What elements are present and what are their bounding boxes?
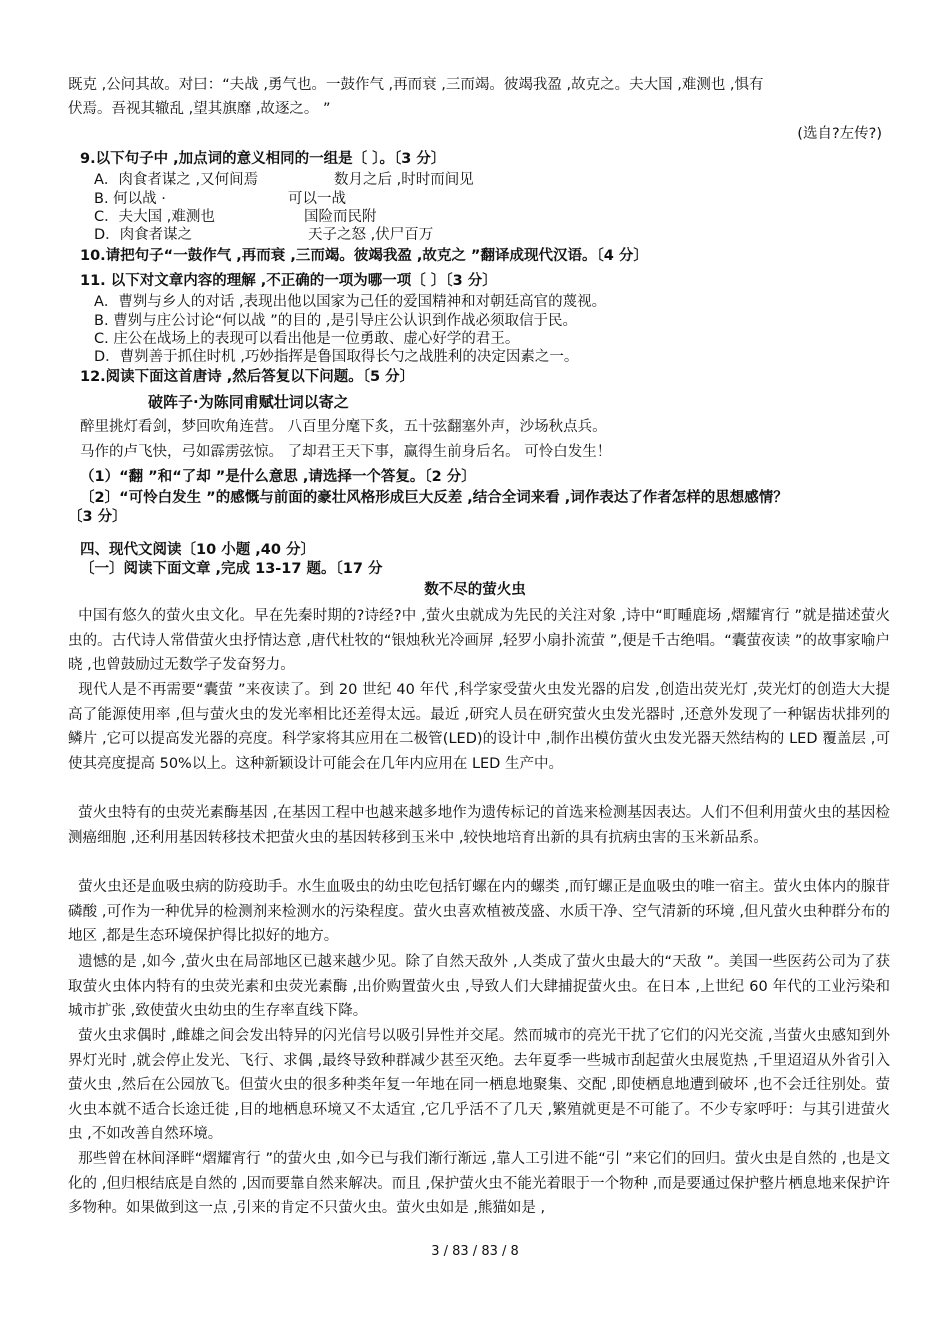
q9-option-b-pair: 可以一战 — [288, 191, 346, 207]
question-10-stem: 10.请把句子“一鼓作气 ,再而衰 ,三而竭。彼竭我盈 ,故克之 ”翻译成现代汉语。〔4 分〕 — [80, 248, 648, 264]
q11-option-b: B. 曹刿与庄公讨论“何以战 ”的目的 ,是引导庄公认识到作战必须取信于民。 — [94, 313, 578, 329]
q11-option-a: A．曹刿与乡人的对话 ,表现出他以国家为己任的爱国精神和对朝廷高官的蔑视。 — [94, 294, 607, 310]
passage-line-1: 既克 ,公问其故。对曰：“夫战 ,勇气也。一鼓作气 ,再而衰 ,三而竭。彼竭我盈 ,故克之。夫大国 ,难测也 ,惧有 — [68, 77, 764, 93]
q12-sub-question-1: （1）“翻 ”和“了却 ”是什么意思 ,请选择一个答复。〔2 分〕 — [80, 469, 476, 485]
q9-option-a: A．肉食者谋之 ,又何间焉 — [94, 172, 259, 188]
question-11-stem: 11. 以下对文章内容的理解 ,不正确的一项为哪一项〔 〕〔3 分〕 — [80, 273, 497, 289]
article-paragraph-6: 萤火虫求偶时 ,雌雄之间会发出特异的闪光信号以吸引异性并交尾。然而城市的亮光干扰了它们的闪光交流 ,当萤火虫感知到外界灯光时 ,就会停止发光、飞行、求偶 ,最终导致种群减少甚至灭绝。去年夏季一些城市刮起萤火虫展览热 ,千里迢迢从外省引入萤火虫 ,然后在公园放飞。但萤火虫的很多种类年复一年地在同一栖息地聚集、交配 ,即使栖息地遭到破坏 ,也不会迁往别处。萤火虫本就不适合长途迁徙 ,目的地栖息环境又不太适宜 ,它几乎活不了几天 ,繁殖就更是不可能了。不少专家呼吁：与其引进萤火虫 ,不如改善自然环境。 — [68, 1028, 890, 1142]
page-number: 3 / 83 / 83 / 8 — [431, 1244, 519, 1259]
q12-sub-question-2-score: 〔3 分〕 — [68, 509, 127, 525]
question-9-stem: 9.以下句子中 ,加点词的意义相同的一组是〔 〕。〔3 分〕 — [80, 151, 446, 167]
article-title: 数不尽的萤火虫 — [424, 582, 526, 598]
poem-line-2: 马作的卢飞快，弓如霹雳弦惊。 了却君王天下事，赢得生前身后名。 可怜白发生！ — [80, 444, 612, 460]
passage-source: (选自?左传?) — [797, 126, 882, 142]
q9-option-c: C．夫大国 ,难测也 — [94, 209, 215, 225]
q12-sub-question-2: 〔2〕“可怜白发生 ”的感慨与前面的豪壮风格形成巨大反差 ,结合全词来看 ,词作表达了作者怎样的思想感情？ — [80, 490, 788, 506]
poem-line-1: 醉里挑灯看剑，梦回吹角连营。 八百里分麾下炙，五十弦翻塞外声，沙场秋点兵。 — [80, 419, 607, 435]
article-paragraph-1: 中国有悠久的萤火虫文化。早在先秦时期的?诗经?中 ,萤火虫就成为先民的关注对象 ,诗中“町畽鹿场 ,熠耀宵行 ”就是描述萤火虫的。古代诗人常借萤火虫抒情达意 ,唐代杜牧的“银烛秋光冷画屏 ,轻罗小扇扑流萤 ”,便是千古绝唱。“囊萤夜读 ”的故事家喻户晓 ,也曾鼓励过无数学子发奋努力。 — [68, 608, 890, 673]
q9-option-d-pair: 天子之怒 ,伏尸百万 — [308, 227, 434, 243]
section-4-sub-heading: 〔一〕阅读下面文章 ,完成 13-17 题。〔17 分 — [80, 561, 383, 577]
q9-option-b: B. 何以战 · — [94, 191, 166, 207]
poem-title: 破阵子·为陈同甫赋壮词以寄之 — [148, 393, 349, 411]
article-paragraph-4: 萤火虫还是血吸虫病的防疫助手。水生血吸虫的幼虫吃包括钉螺在内的螺类 ,而钉螺正是血吸虫的唯一宿主。萤火虫体内的腺苷磷酸 ,可作为一种优异的检测剂来检测水的污染程度。萤火虫喜欢植被茂盛、水质干净、空气清新的环境 ,但凡萤火虫种群分布的地区 ,都是生态环境保护得比拟好的地方。 — [68, 879, 890, 944]
q9-option-c-pair: 国险而民附 — [304, 209, 377, 225]
article-paragraph-2: 现代人是不再需要“囊萤 ”来夜读了。到 20 世纪 40 年代 ,科学家受萤火虫发光器的启发 ,创造出荧光灯 ,荧光灯的创造大大提高了能源使用率 ,但与萤火虫的发光率相比还差得太远。最近 ,研究人员在研究萤火虫发光器时 ,还意外发现了一种锯齿状排列的鳞片 ,它可以提高发光器的亮度。科学家将其应用在二极管(LED)的设计中 ,制作出模仿萤火虫发光器天然结构的 LED 覆盖层 ,可使其亮度提高 50%以上。这种新颖设计可能会在几年内应用在 LED 生产中。 — [68, 682, 890, 772]
q11-option-d: D．曹刿善于抓住时机 ,巧妙指挥是鲁国取得长勺之战胜利的决定因素之一。 — [94, 349, 579, 365]
article-paragraph-7: 那些曾在林间泽畔“熠耀宵行 ”的萤火虫 ,如今已与我们渐行渐远 ,靠人工引进不能“引 ”来它们的回归。萤火虫是自然的 ,也是文化的 ,但归根结底是自然的 ,因而要靠自然来解决。而且 ,保护萤火虫不能光着眼于一个物种 ,而是要通过保护整片栖息地来保护许多物种。如果做到这一点 ,引来的肯定不只萤火虫。萤火虫如是 ,熊猫如是 , — [68, 1151, 890, 1216]
question-12-stem: 12.阅读下面这首唐诗 ,然后答复以下问题。〔5 分〕 — [80, 369, 415, 385]
q9-option-d: D．肉食者谋之 — [94, 227, 193, 243]
section-4-heading: 四、现代文阅读〔10 小题 ,40 分〕 — [80, 542, 316, 558]
article-paragraph-3: 萤火虫特有的虫荧光素酶基因 ,在基因工程中也越来越多地作为遗传标记的首选来检测基因表达。人们不但利用萤火虫的基因检测癌细胞 ,还利用基因转移技术把萤火虫的基因转移到玉米中 ,较快地培育出新的具有抗病虫害的玉米新品系。 — [68, 805, 890, 846]
passage-line-2: 伏焉。吾视其辙乱 ,望其旗靡 ,故逐之。 ” — [68, 101, 331, 117]
article-paragraph-5: 遗憾的是 ,如今 ,萤火虫在局部地区已越来越少见。除了自然天敌外 ,人类成了萤火虫最大的“天敌 ”。美国一些医药公司为了获取萤火虫体内特有的虫荧光素和虫荧光素酶 ,出价购置萤火虫 ,导致人们大肆捕捉萤火虫。在日本 ,上世纪 60 年代的工业污染和城市扩张 ,致使萤火虫幼虫的生存率直线下降。 — [68, 954, 890, 1019]
q11-option-c: C. 庄公在战场上的表现可以看出他是一位勇敢、虚心好学的君王。 — [94, 331, 520, 347]
q9-option-a-pair: 数月之后 ,时时而间见 — [334, 172, 474, 188]
